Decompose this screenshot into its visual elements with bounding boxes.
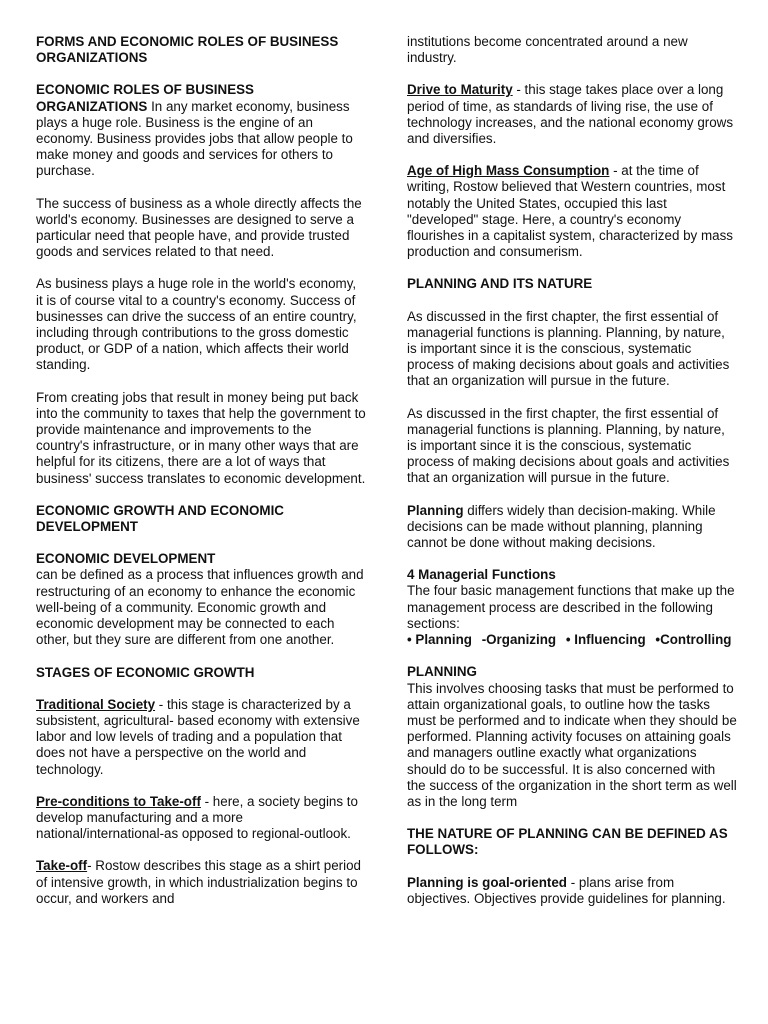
function-controlling: •Controlling — [655, 632, 732, 648]
mass-consumption-term: Age of High Mass Consumption — [407, 163, 610, 179]
goal-oriented-term: Planning is goal-oriented — [407, 874, 567, 890]
business-vital-paragraph: As business plays a huge role in the world's economy, it is of course vital to a country's economy. Success of businesses can drive the success of an entire country, including through contributions to the gross domestic product, or GDP of a nation, which affects their world standing. — [36, 276, 357, 373]
preconditions-term: Pre-conditions to Take-off — [36, 793, 201, 809]
document-title: FORMS AND ECONOMIC ROLES OF BUSINESS ORGANIZATIONS — [36, 34, 339, 66]
function-planning: • Planning — [407, 632, 472, 648]
traditional-society-text: - this stage is characterized by a subsistent, agricultural- based economy with extensive labor and low levels of trading and a population that does not have a perspective on the world and technology. — [36, 696, 360, 777]
planning-discussed-paragraph-2: As discussed in the first chapter, the first essential of managerial functions is planning. Planning, by nature, is important since it is the conscious, systematic process of making decisions about goals and activities that an organization will pursue in the future. — [407, 405, 730, 486]
function-organizing: -Organizing — [481, 632, 557, 648]
left-column — [36, 34, 366, 907]
stage-mass-consumption — [407, 163, 737, 260]
planning-differs-text: differs widely than decision-making. While decisions can be made without planning, planning cannot be done without making decisions. — [407, 502, 716, 551]
right-column — [407, 34, 737, 907]
stage-drive-to-maturity — [407, 82, 737, 147]
planning-discussed-paragraph-1: As discussed in the first chapter, the first essential of managerial functions is planning. Planning, by nature, is important since it is the conscious, systematic process of making decisions about goals and activities that an organization will pursue in the future. — [407, 308, 730, 389]
mass-consumption-text: - at the time of writing, Rostow believed that Western countries, most notably the United States, occupied this last "developed" stage. Here, a country's economy flourishes in a capitalist system, characterized by mass production and consumerism. — [407, 163, 733, 260]
stage-takeoff — [36, 858, 366, 907]
economic-roles-text: In any market economy, business plays a huge role. Business is the engine of an economy. Business provides jobs that allow people to make money and goods and services for others to purchase. — [36, 98, 353, 179]
planning-heading: PLANNING — [407, 664, 477, 680]
business-jobs-paragraph: From creating jobs that result in money being put back into the community to taxes that help the government to provide maintenance and improvements to the country's infrastructure, or in many other ways that are helpful for its citizens, there are a lot of ways that business' success translates to economic development. — [36, 389, 366, 486]
preconditions-text: - here, a society begins to develop manufacturing and a more national/international-as opposed to regional-outlook. — [36, 793, 358, 842]
planning-differs-term: Planning — [407, 502, 464, 518]
managerial-functions-heading: 4 Managerial Functions — [407, 567, 556, 583]
function-influencing: • Influencing — [565, 632, 646, 648]
managerial-functions-list — [407, 632, 737, 648]
business-success-paragraph: The success of business as a whole directly affects the world's economy. Businesses are designed to serve a particular need that people have, and provide trusted goods and services related to that need. — [36, 195, 362, 260]
goal-oriented-paragraph — [407, 875, 737, 907]
growth-development-heading: ECONOMIC GROWTH AND ECONOMIC DEVELOPMENT — [36, 502, 284, 535]
maturity-term: Drive to Maturity — [407, 82, 513, 98]
stage-traditional-society — [36, 697, 366, 778]
goal-oriented-text: - plans arise from objectives. Objectives provide guidelines for planning. — [407, 874, 726, 906]
takeoff-text: - Rostow describes this stage as a shirt period of intensive growth, in which industrialization begins to occur, and workers and — [36, 858, 361, 906]
takeoff-continued: institutions become concentrated around a new industry. — [407, 34, 688, 66]
nature-of-planning-heading: THE NATURE OF PLANNING CAN BE DEFINED AS FOLLOWS: — [407, 826, 728, 858]
economic-development-heading: ECONOMIC DEVELOPMENT — [36, 551, 216, 567]
maturity-text: - this stage takes place over a long period of time, as standards of living rise, the use of technology increases, and the national economy grows and diversifies. — [407, 82, 734, 147]
stages-heading: STAGES OF ECONOMIC GROWTH — [36, 664, 255, 680]
planning-differs-paragraph — [407, 503, 737, 552]
takeoff-term: Take-off — [36, 858, 88, 874]
planning-nature-heading: PLANNING AND ITS NATURE — [407, 276, 593, 292]
economic-roles-paragraph — [36, 82, 366, 179]
stage-preconditions — [36, 794, 366, 843]
economic-roles-heading: ECONOMIC ROLES OF BUSINESS ORGANIZATIONS — [36, 82, 254, 114]
planning-text: This involves choosing tasks that must be performed to attain organizational goals, to outline how the tasks must be performed and to indicate when they should be performed. Planning activity focuses on attaining goals and managers outline exactly what organizations should do to be successful. It is also concerned with the success of the organization in the short term as well as in the long term — [407, 680, 737, 809]
economic-development-text: can be defined as a process that influences growth and restructuring of an economy to enhance the economic well-being of a community. Economic growth and economic development may be connected to each other, but they sure are different from one another. — [36, 567, 364, 648]
managerial-functions-text: The four basic management functions that make up the management process are described in the following sections: — [407, 583, 735, 631]
traditional-society-term: Traditional Society — [36, 696, 156, 712]
